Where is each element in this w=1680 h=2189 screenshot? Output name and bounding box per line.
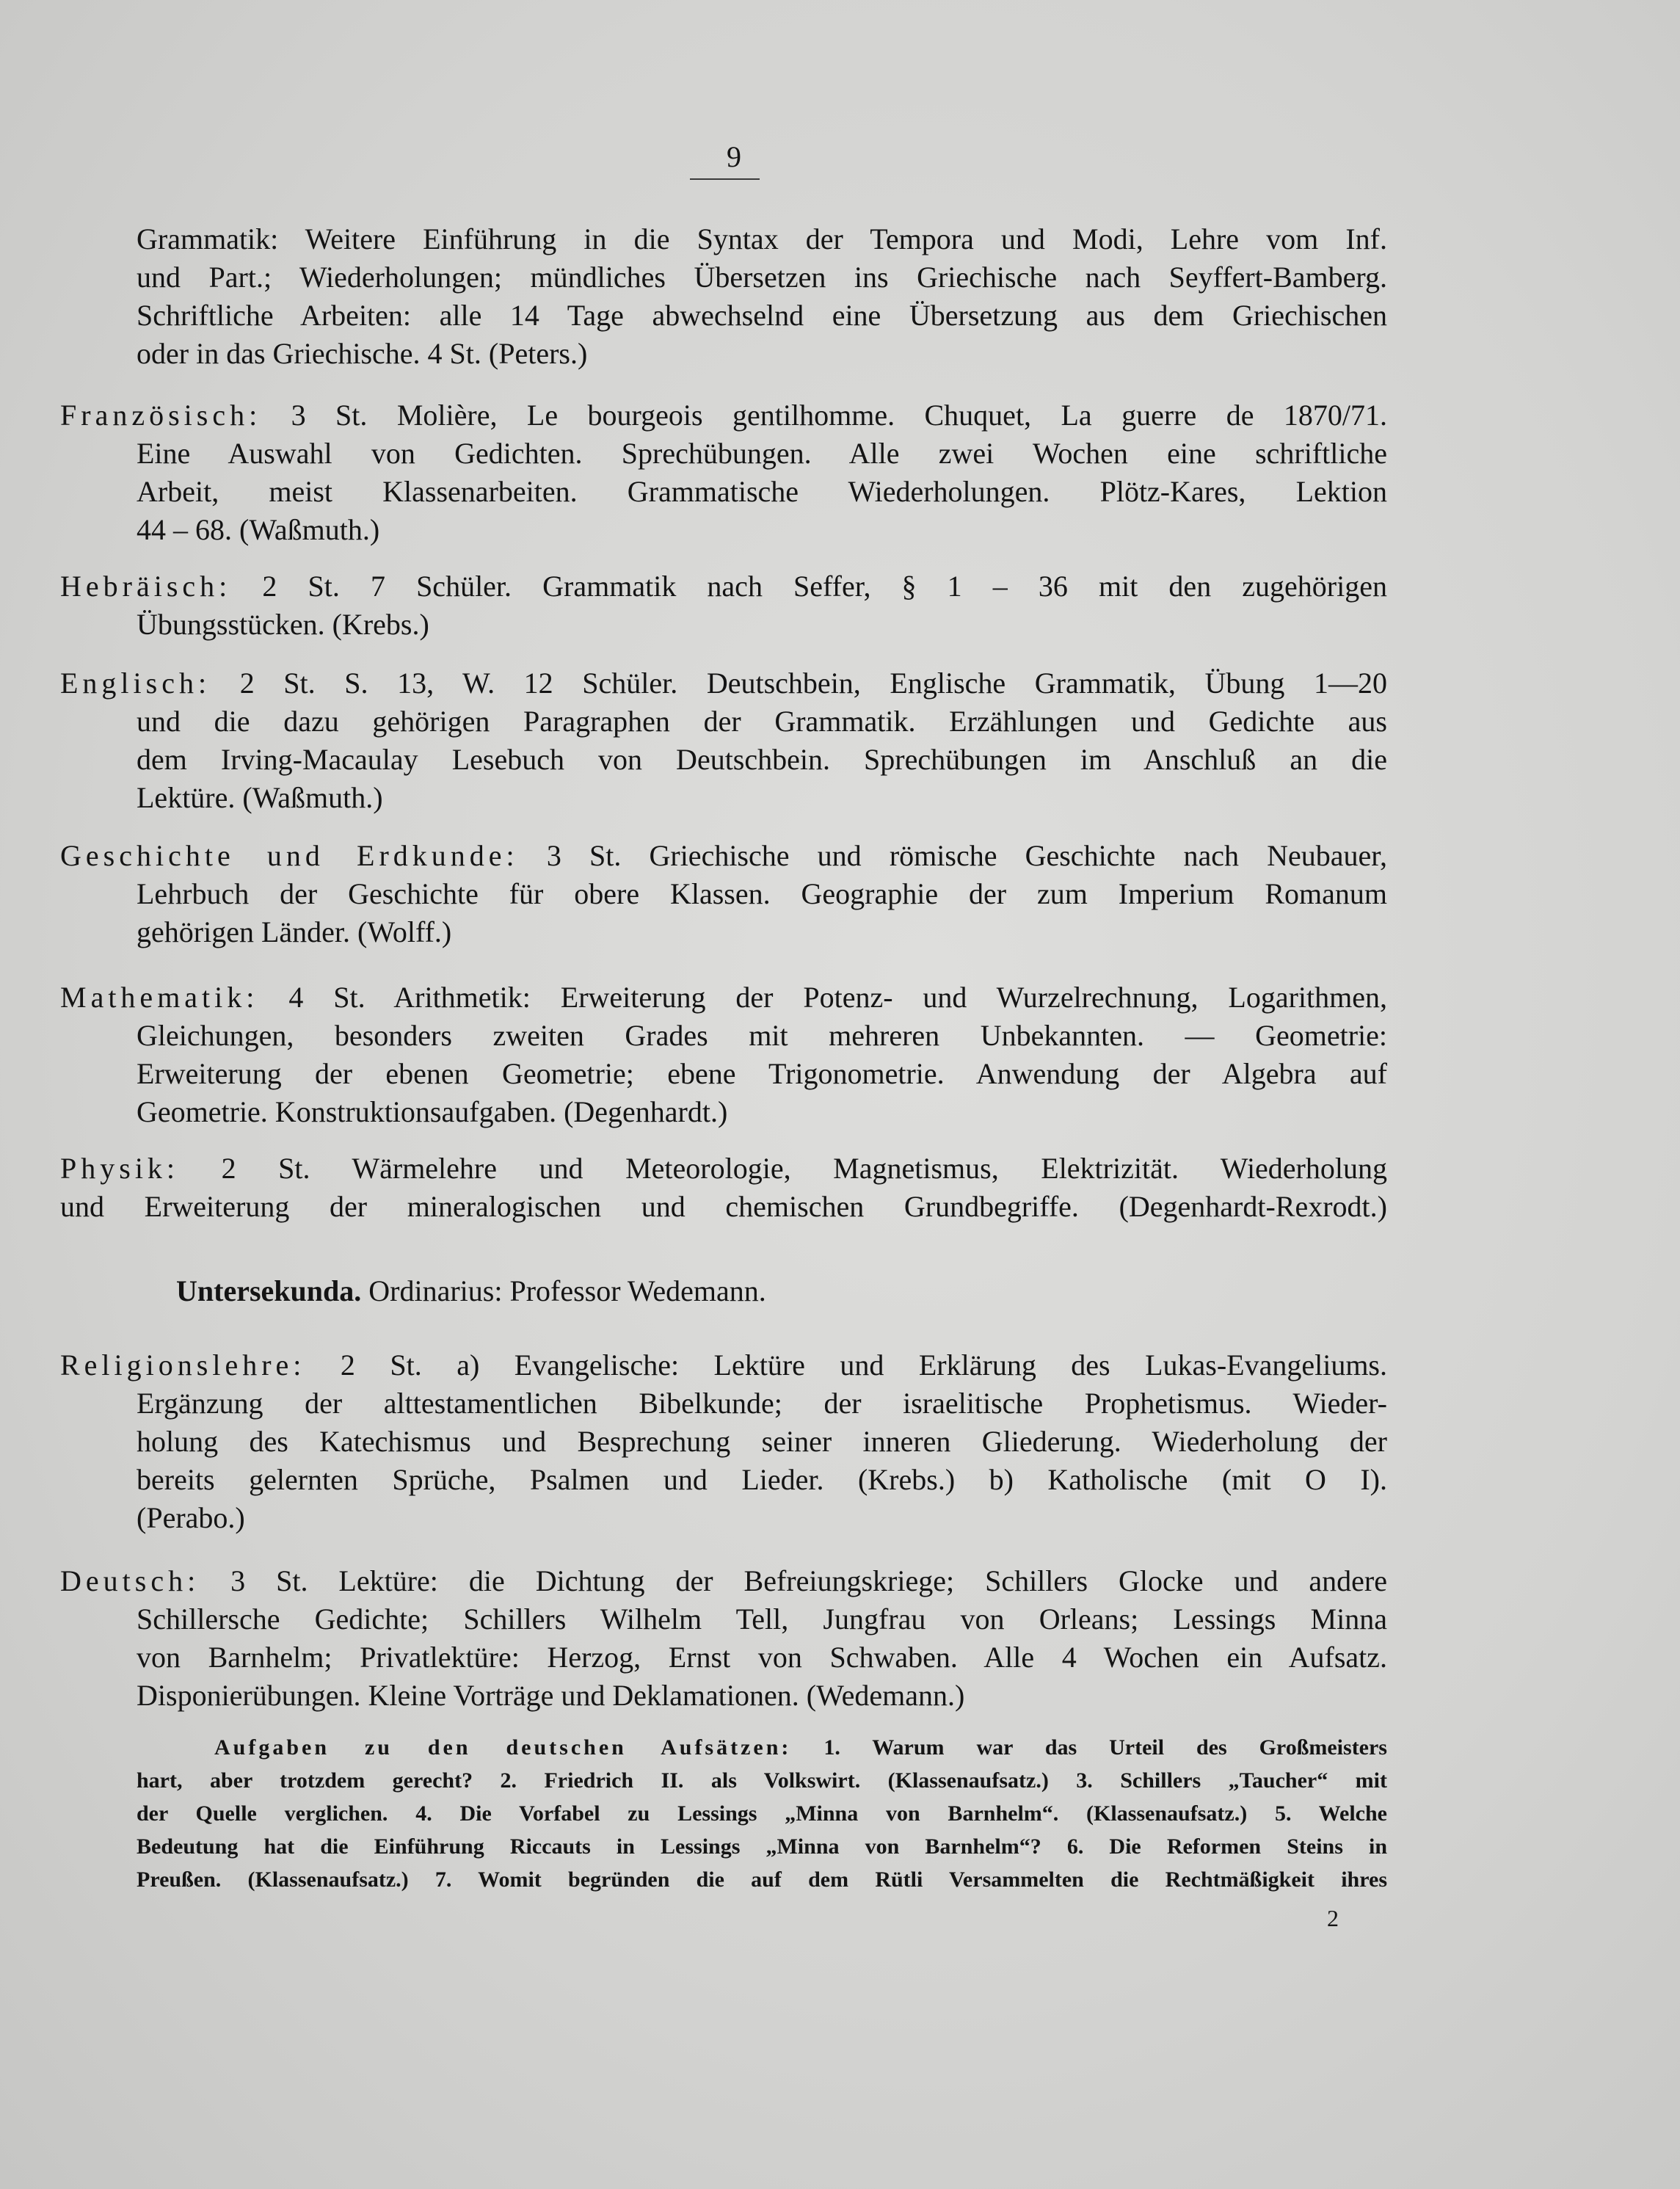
text-line: 2 St. 7 Schüler. Grammatik nach Seffer, § 1 – 36 mit den zugehörigen — [262, 570, 1387, 603]
text-line: Bedeutung hat die Einführung Riccauts in Lessings „Minna von Barnhelm“? 6. Die Reformen Steins in — [137, 1834, 1387, 1859]
text-line: Eine Auswahl von Gedichten. Sprechübungen. Alle zwei Wochen eine schriftliche — [137, 437, 1387, 470]
section-heading: Hebräisch: — [60, 570, 232, 603]
class-title: Untersekunda. — [176, 1274, 362, 1307]
text-line: 3 St. Lektüre: die Dichtung der Befreiungskriege; Schillers Glocke und andere — [230, 1564, 1388, 1597]
section-geschichte — [60, 837, 1387, 951]
text-line: hart, aber trotzdem gerecht? 2. Friedrich II. als Volkswirt. (Klassenaufsatz.) 3. Schillers „Taucher“ mit — [137, 1768, 1387, 1793]
text-line: 4 St. Arithmetik: Erweiterung der Potenz- und Wurzelrechnung, Logarithmen, — [288, 981, 1388, 1014]
text-line: 3 St. Molière, Le bourgeois gentilhomme. Chuquet, La guerre de 1870/71. — [291, 399, 1387, 432]
text-line: 1. Warum war das Urteil des Großmeisters — [823, 1735, 1387, 1760]
text-line: Geometrie. Konstruktionsaufgaben. (Degenhardt.) — [137, 1095, 728, 1128]
section-englisch — [60, 664, 1387, 817]
signature-mark: 2 — [1327, 1905, 1339, 1931]
text-line: bereits gelernten Sprüche, Psalmen und Lieder. (Krebs.) b) Katholische (mit O I). — [137, 1463, 1387, 1496]
text-line: 2 St. a) Evangelische: Lektüre und Erklärung des Lukas-Evangeliums. — [340, 1348, 1388, 1382]
text-line: 2 St. Wärmelehre und Meteorologie, Magnetismus, Elektrizität. Wiederholung — [221, 1152, 1387, 1185]
griechisch-continuation — [137, 220, 1387, 373]
page-number-rule — [690, 178, 760, 180]
text-line: und Part.; Wiederholungen; mündliches Übersetzen ins Griechische nach Seyffert-Bamberg. — [137, 261, 1387, 294]
text-line: 3 St. Griechische und römische Geschichte nach Neubauer, — [546, 839, 1387, 872]
text-line: holung des Katechismus und Besprechung seiner inneren Gliederung. Wiederholung der — [137, 1425, 1387, 1458]
text-line: der Quelle verglichen. 4. Die Vorfabel zu Lessings „Minna von Barnhelm“. (Klassenaufsatz.) 5. Welche — [137, 1801, 1387, 1826]
text-line: Preußen. (Klassenaufsatz.) 7. Womit begründen die auf dem Rütli Versammelten die Rechtmäßigkeit ihres — [137, 1867, 1387, 1892]
section-heading: Religionslehre: — [60, 1348, 306, 1382]
text-line: Erweiterung der ebenen Geometrie; ebene Trigonometrie. Anwendung der Algebra auf — [137, 1057, 1387, 1090]
text-line: Disponierübungen. Kleine Vorträge und Deklamationen. (Wedemann.) — [137, 1679, 965, 1712]
section-heading: Physik: — [60, 1152, 180, 1185]
section-heading: Englisch: — [60, 667, 211, 700]
aufgaben-list — [137, 1731, 1387, 1896]
text-line: Übungsstücken. (Krebs.) — [137, 608, 429, 641]
text-line: von Barnhelm; Privatlektüre: Herzog, Ernst von Schwaben. Alle 4 Wochen ein Aufsatz. — [137, 1641, 1387, 1674]
text-line: Grammatik: Weitere Einführung in die Syntax der Tempora und Modi, Lehre vom Inf. — [137, 222, 1387, 255]
text-line: (Perabo.) — [137, 1501, 245, 1534]
text-line: gehörigen Länder. (Wolff.) — [137, 915, 452, 948]
section-mathematik — [60, 979, 1387, 1131]
text-line: Arbeit, meist Klassenarbeiten. Grammatische Wiederholungen. Plötz-Kares, Lektion — [137, 475, 1387, 508]
text-line: und Erweiterung der mineralogischen und chemischen Grundbegriffe. (Degenhardt-Rexrodt.) — [60, 1190, 1387, 1223]
text-line: dem Irving-Macaulay Lesebuch von Deutschbein. Sprechübungen im Anschluß an die — [137, 743, 1387, 776]
section-religion — [60, 1346, 1387, 1537]
ordinarius: Ordinarius: Professor Wedemann. — [368, 1274, 766, 1307]
text-line: Lektüre. (Waßmuth.) — [137, 781, 383, 814]
text-line: 44 – 68. (Waßmuth.) — [137, 513, 380, 546]
text-line: Ergänzung der alttestamentlichen Bibelkunde; der israelitische Prophetismus. Wieder- — [137, 1387, 1387, 1420]
class-heading — [176, 1274, 766, 1308]
text-line: Gleichungen, besonders zweiten Grades mit mehreren Unbekannten. — Geometrie: — [137, 1019, 1387, 1052]
section-heading: Geschichte und Erdkunde: — [60, 839, 519, 872]
text-line: Schriftliche Arbeiten: alle 14 Tage abwechselnd eine Übersetzung aus dem Griechischen — [137, 299, 1387, 332]
section-franzoesisch — [60, 396, 1387, 549]
section-physik — [60, 1150, 1387, 1226]
aufgaben-heading: Aufgaben zu den deutschen Aufsätzen: — [214, 1735, 792, 1760]
section-deutsch — [60, 1562, 1387, 1715]
page-number: 9 — [727, 140, 741, 173]
text-line: Lehrbuch der Geschichte für obere Klassen. Geographie der zum Imperium Romanum — [137, 877, 1387, 910]
text-line: oder in das Griechische. 4 St. (Peters.) — [137, 337, 588, 370]
text-line: 2 St. S. 13, W. 12 Schüler. Deutschbein, Englische Grammatik, Übung 1—20 — [239, 667, 1387, 700]
section-heading: Deutsch: — [60, 1564, 200, 1597]
section-heading: Mathematik: — [60, 981, 259, 1014]
section-hebraeisch — [60, 567, 1387, 644]
text-line: und die dazu gehörigen Paragraphen der Grammatik. Erzählungen und Gedichte aus — [137, 705, 1387, 738]
section-heading: Französisch: — [60, 399, 262, 432]
text-line: Schillersche Gedichte; Schillers Wilhelm Tell, Jungfrau von Orleans; Lessings Minna — [137, 1602, 1387, 1636]
